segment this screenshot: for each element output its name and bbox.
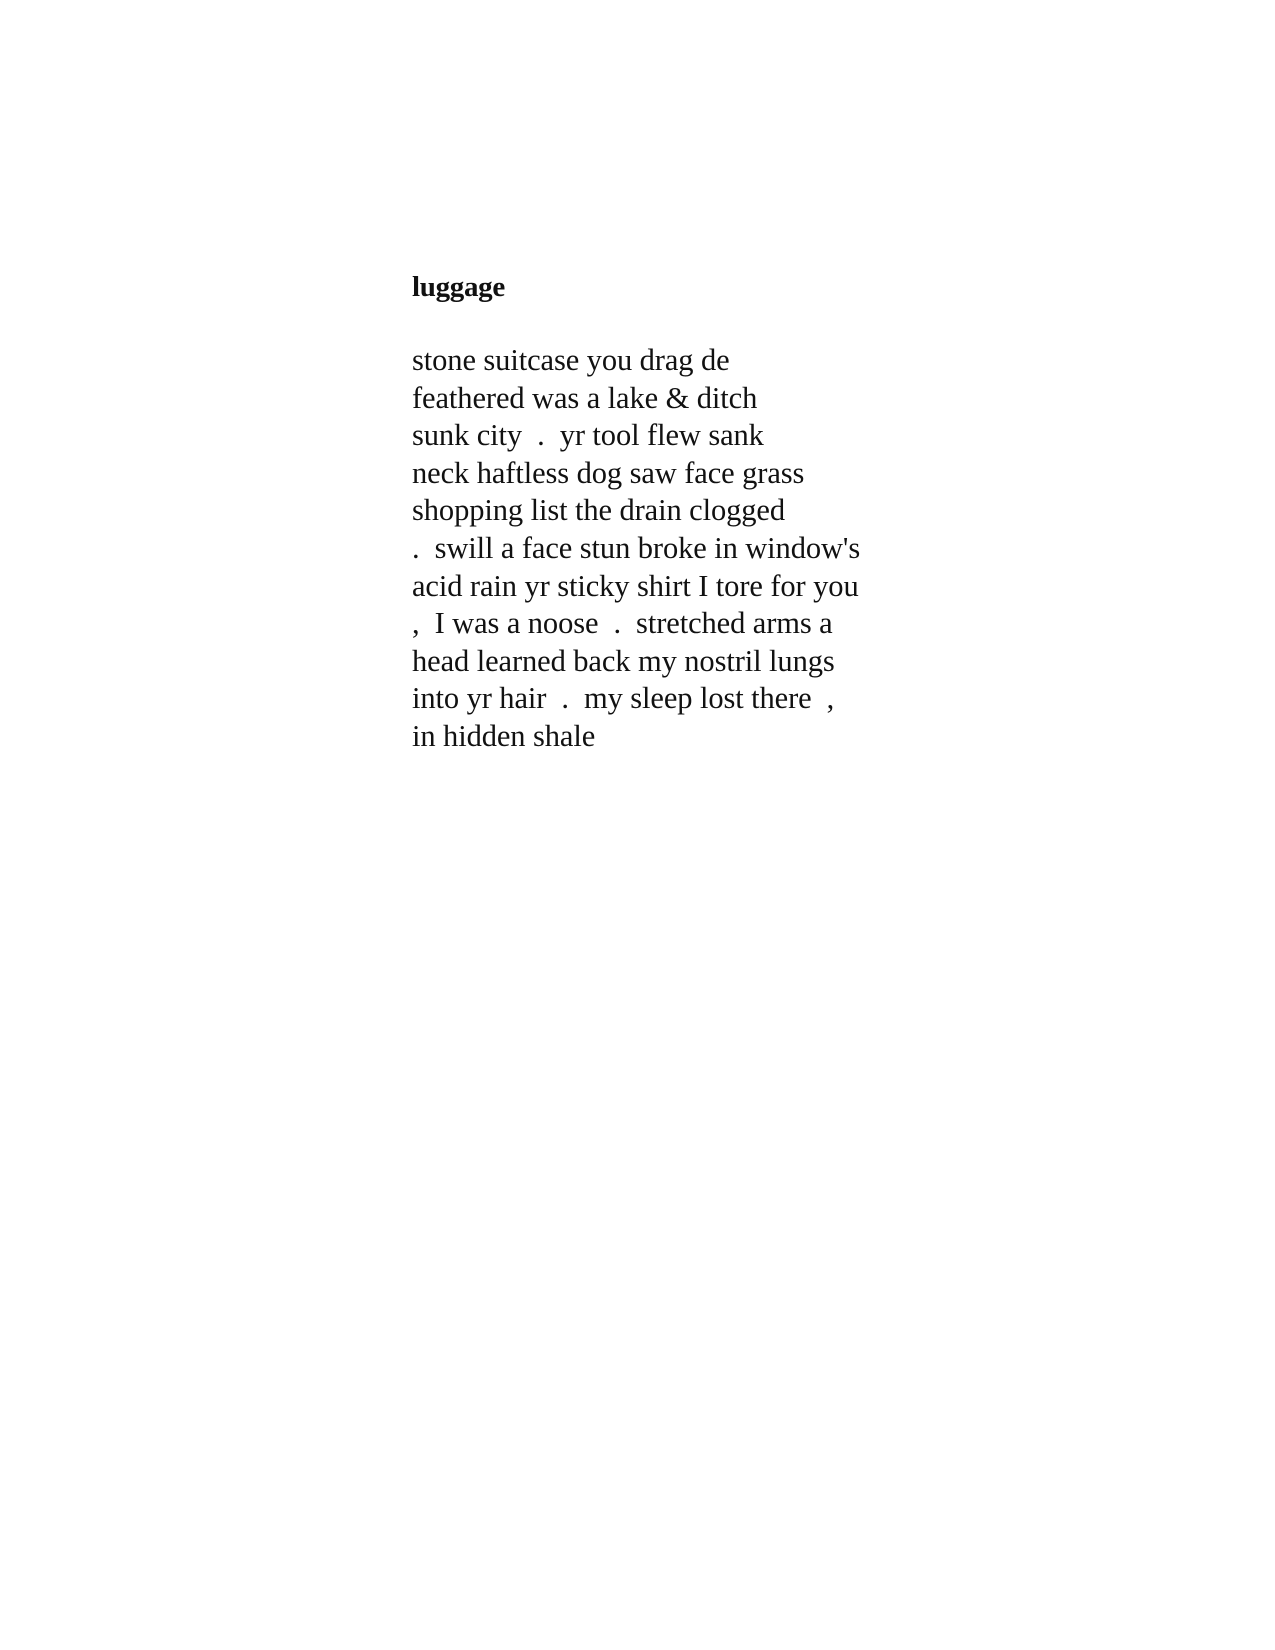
- poem-line: in hidden shale: [412, 718, 596, 753]
- poem-line: sunk city . yr tool flew sank: [412, 418, 764, 453]
- poem-title: luggage: [412, 271, 505, 303]
- poem: [412, 268, 972, 756]
- poem-line: . swill a face stun broke in window's: [412, 530, 861, 565]
- poem-line: head learned back my nostril lungs: [412, 643, 835, 678]
- poem-line: neck haftless dog saw face grass: [412, 455, 805, 490]
- poem-line: feathered was a lake & ditch: [412, 380, 758, 415]
- poem-line: stone suitcase you drag de: [412, 343, 730, 377]
- poem-body: [412, 342, 972, 756]
- poem-line: , I was a noose . stretched arms a: [412, 606, 833, 641]
- poem-line: acid rain yr sticky shirt I tore for you: [412, 568, 859, 603]
- poem-line: shopping list the drain clogged: [412, 493, 786, 528]
- poem-line: into yr hair . my sleep lost there ,: [412, 681, 835, 716]
